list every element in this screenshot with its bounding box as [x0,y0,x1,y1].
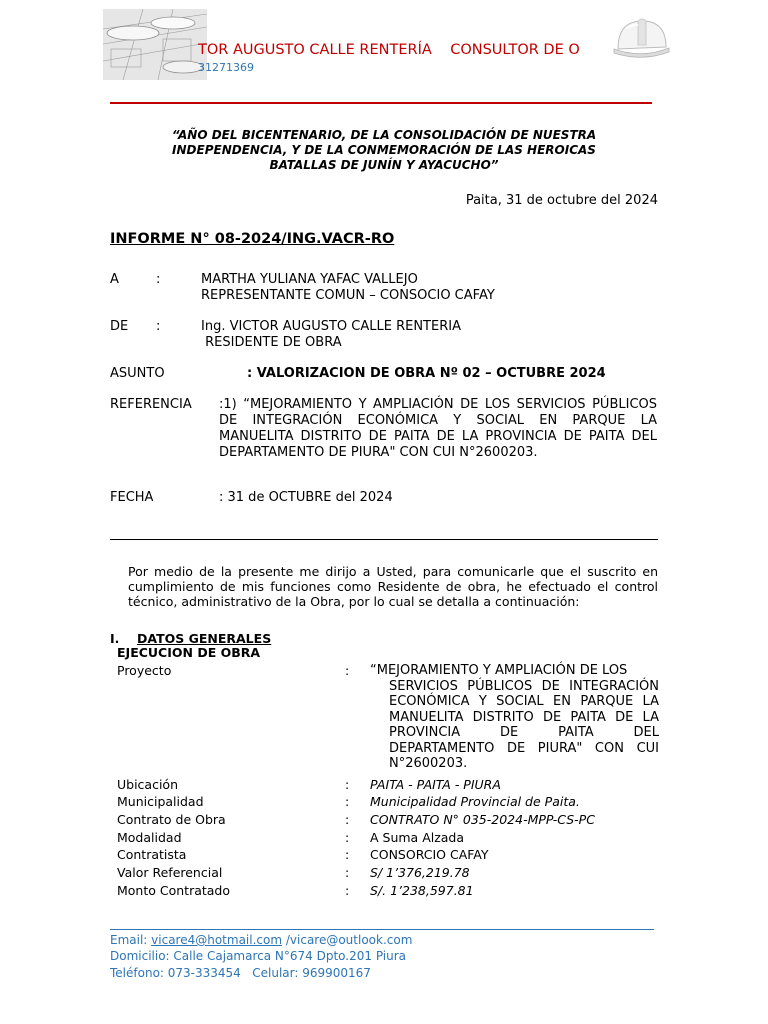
referencia-value: :1) “MEJORAMIENTO Y AMPLIACIÓN DE LOS SERVICIOS PÚBLICOS DE INTEGRACIÓN ECONÓMICA Y SOCIAL EN PARQUE LA MANUELITA DISTRITO DE PAITA DE LA PROVINCIA DE PAITA DEL DEPARTAMENTO DE PIURA" CON CUI N°2600203. [219,397,657,460]
footer-phone: Teléfono: 073-333454 Celular: 969900167 [110,966,371,980]
to-label: A [110,272,119,287]
asunto-label: ASUNTO [110,366,165,381]
detail-label: Monto Contratado [117,883,231,898]
detail-colon: : [345,883,350,898]
detail-value: CONTRATO N° 035-2024-MPP-CS-PC [370,812,595,827]
from-colon: : [156,319,161,334]
detail-value: S/ 1’376,219.78 [370,865,470,880]
detail-label: Contrato de Obra [117,812,226,827]
detail-label: Contratista [117,847,187,862]
informe-title: INFORME N° 08-2024/ING.VACR-RO [110,231,395,247]
to-name: MARTHA YULIANA YAFAC VALLEJO [201,272,418,287]
detail-colon: : [345,847,350,862]
section-title: DATOS GENERALES [137,631,272,646]
section-subtitle: EJECUCION DE OBRA [117,645,261,660]
detail-colon: : [345,865,350,880]
footer-divider [110,929,654,930]
proyecto-first-line: “MEJORAMIENTO Y AMPLIACIÓN DE LOS [370,663,628,678]
detail-colon: : [345,794,350,809]
detail-label: Valor Referencial [117,865,223,880]
proyecto-colon: : [345,663,350,678]
detail-value: Municipalidad Provincial de Paita. [370,794,580,809]
detail-colon: : [345,777,350,792]
detail-label: Modalidad [117,830,182,845]
fecha-value: : 31 de OCTUBRE del 2024 [219,490,393,505]
footer-email [110,932,412,948]
section-number: I. [110,631,120,646]
motto-line-2: INDEPENDENCIA, Y DE LA CONMEMORACIÓN DE LAS HEROICAS [172,143,596,157]
header-name-line: TOR AUGUSTO CALLE RENTERÍA CONSULTOR DE O [198,42,580,58]
header-blueprint-image [103,9,207,80]
referencia-label: REFERENCIA [110,397,192,412]
header-divider [110,102,652,104]
footer-address: Domicilio: Calle Cajamarca N°674 Dpto.201 Piura [110,949,407,963]
proyecto-description: SERVICIOS PÚBLICOS DE INTEGRACIÓN ECONÓMICA Y SOCIAL EN PARQUE LA MANUELITA DISTRITO DE PAITA DE LA PROVINCIA DE PAITA DEL DEPARTAMENTO DE PIURA" CON CUI N°2600203. [389,678,659,771]
date-line: Paita, 31 de octubre del 2024 [465,193,658,208]
detail-value: A Suma Alzada [370,830,465,845]
from-label: DE [110,319,129,334]
email-secondary: /vicare@outlook.com [282,933,413,947]
asunto-value: : VALORIZACION DE OBRA Nº 02 – OCTUBRE 2024 [247,366,606,381]
section-divider [110,539,658,540]
detail-value: PAITA - PAITA - PIURA [370,777,501,792]
detail-label: Ubicación [117,777,179,792]
email-link[interactable]: vicare4@hotmail.com [151,933,283,947]
from-role: RESIDENTE DE OBRA [201,335,342,350]
to-colon: : [156,272,161,287]
hard-hat-icon [612,15,670,61]
motto-line-3: BATALLAS DE JUNÍN Y AYACUCHO” [269,158,499,172]
detail-value: CONSORCIO CAFAY [370,847,489,862]
fecha-label: FECHA [110,490,154,505]
year-motto [150,128,618,173]
motto-line-1: “AÑO DEL BICENTENARIO, DE LA CONSOLIDACIÓN DE NUESTRA [171,128,597,142]
email-label: Email: [110,933,152,947]
detail-colon: : [345,812,350,827]
detail-colon: : [345,830,350,845]
intro-paragraph: Por medio de la presente me dirijo a Usted, para comunicarle que el suscrito en cumplimiento de mis funciones como Residente de obra, he efectuado el control técnico, administrativo de la Obra, por lo cual se detalla a continuación: [128,564,658,609]
detail-value: S/. 1’238,597.81 [370,883,474,898]
proyecto-label: Proyecto [117,663,172,678]
detail-label: Municipalidad [117,794,204,809]
to-role: REPRESENTANTE COMUN – CONSOCIO CAFAY [201,288,495,303]
header-phone: 31271369 [198,61,254,74]
from-name: Ing. VICTOR AUGUSTO CALLE RENTERIA [201,319,461,334]
